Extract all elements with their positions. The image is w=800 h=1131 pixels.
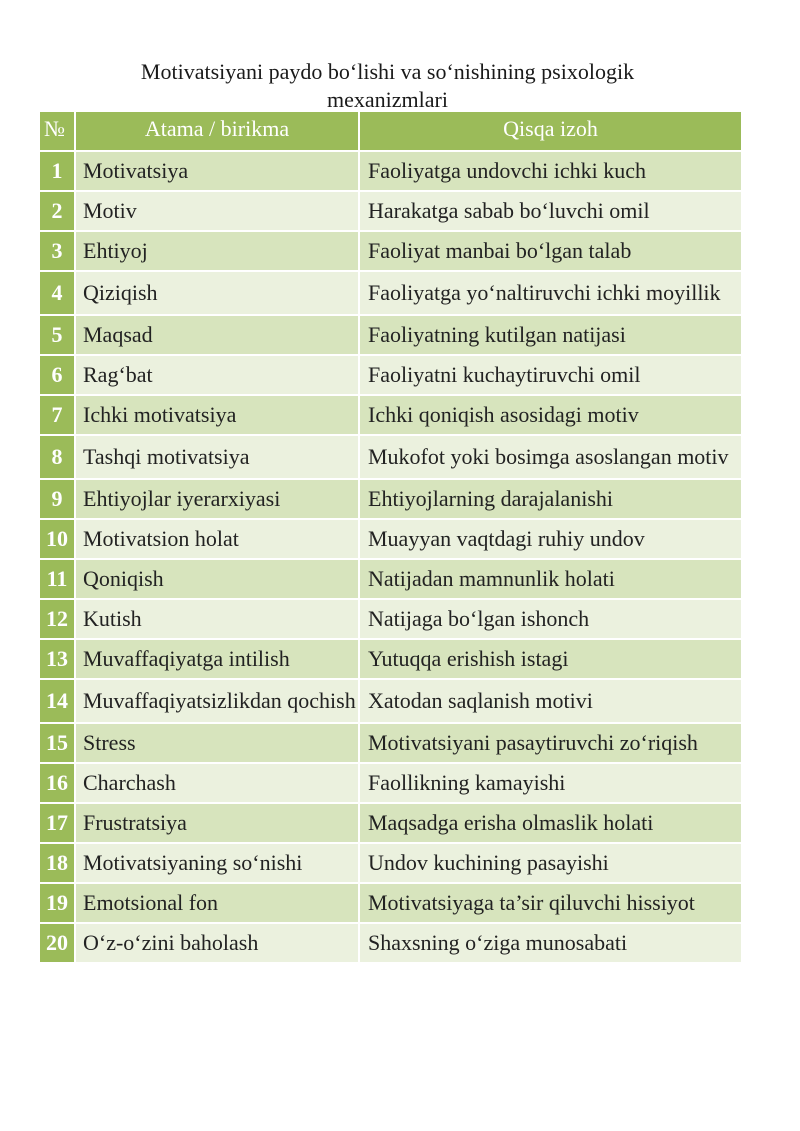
row-description: Motivatsiyani pasaytiruvchi zo‘riqish [360, 724, 743, 764]
row-term: Motivatsiya [76, 152, 360, 192]
row-description: Natijadan mamnunlik holati [360, 560, 743, 600]
row-number: 12 [40, 600, 76, 640]
row-description: Shaxsning o‘ziga munosabati [360, 924, 743, 964]
table-row [40, 724, 743, 764]
row-number: 1 [40, 152, 76, 192]
row-description: Harakatga sabab bo‘luvchi omil [360, 192, 743, 232]
table-row [40, 680, 743, 724]
row-term: Muvaffaqiyatga intilish [76, 640, 360, 680]
row-term: Muvaffaqiyatsizlikdan qochish [76, 680, 360, 724]
table-row [40, 844, 743, 884]
row-number: 16 [40, 764, 76, 804]
row-number: 6 [40, 356, 76, 396]
row-number: 18 [40, 844, 76, 884]
row-term: Motiv [76, 192, 360, 232]
row-description: Muayyan vaqtdagi ruhiy undov [360, 520, 743, 560]
table-row [40, 396, 743, 436]
table-row [40, 436, 743, 480]
row-number: 17 [40, 804, 76, 844]
row-number: 2 [40, 192, 76, 232]
table-header-row [40, 112, 743, 152]
row-description: Faoliyatga yo‘naltiruvchi ichki moyillik [360, 272, 743, 316]
row-description: Faoliyatning kutilgan natijasi [360, 316, 743, 356]
row-number: 9 [40, 480, 76, 520]
row-term: O‘z-o‘zini baholash [76, 924, 360, 964]
row-term: Motivatsiyaning so‘nishi [76, 844, 360, 884]
row-description: Yutuqqa erishish istagi [360, 640, 743, 680]
row-description: Xatodan saqlanish motivi [360, 680, 743, 724]
row-description: Faollikning kamayishi [360, 764, 743, 804]
row-term: Charchash [76, 764, 360, 804]
table-row [40, 884, 743, 924]
row-description: Faoliyat manbai bo‘lgan talab [360, 232, 743, 272]
row-description: Ichki qoniqish asosidagi motiv [360, 396, 743, 436]
row-description: Faoliyatga undovchi ichki kuch [360, 152, 743, 192]
table-row [40, 804, 743, 844]
table-row [40, 480, 743, 520]
row-term: Maqsad [76, 316, 360, 356]
row-term: Rag‘bat [76, 356, 360, 396]
header-description: Qisqa izoh [360, 112, 743, 152]
row-description: Faoliyatni kuchaytiruvchi omil [360, 356, 743, 396]
row-number: 20 [40, 924, 76, 964]
row-term: Motivatsion holat [76, 520, 360, 560]
row-number: 8 [40, 436, 76, 480]
row-number: 15 [40, 724, 76, 764]
header-number: № [40, 112, 76, 152]
table-row [40, 600, 743, 640]
row-description: Natijaga bo‘lgan ishonch [360, 600, 743, 640]
row-number: 19 [40, 884, 76, 924]
row-number: 3 [40, 232, 76, 272]
row-number: 7 [40, 396, 76, 436]
table-row [40, 356, 743, 396]
row-number: 4 [40, 272, 76, 316]
row-description: Mukofot yoki bosimga asoslangan motiv [360, 436, 743, 480]
row-number: 14 [40, 680, 76, 724]
terms-table [40, 112, 743, 964]
row-term: Frustratsiya [76, 804, 360, 844]
table-row [40, 924, 743, 964]
row-description: Undov kuchining pasayishi [360, 844, 743, 884]
row-number: 5 [40, 316, 76, 356]
table-row [40, 316, 743, 356]
row-term: Ehtiyojlar iyerarxiyasi [76, 480, 360, 520]
document-title: Motivatsiyani paydo bo‘lishi va so‘nishining psixologik mexanizmlari [140, 59, 635, 112]
table-row [40, 640, 743, 680]
header-term: Atama / birikma [76, 112, 360, 152]
row-term: Qiziqish [76, 272, 360, 316]
row-term: Ichki motivatsiya [76, 396, 360, 436]
table-row [40, 560, 743, 600]
row-term: Qoniqish [76, 560, 360, 600]
row-term: Emotsional fon [76, 884, 360, 924]
table-row [40, 272, 743, 316]
row-number: 11 [40, 560, 76, 600]
row-number: 10 [40, 520, 76, 560]
row-description: Motivatsiyaga ta’sir qiluvchi hissiyot [360, 884, 743, 924]
table-row [40, 232, 743, 272]
row-term: Ehtiyoj [76, 232, 360, 272]
table-row [40, 192, 743, 232]
table-row [40, 152, 743, 192]
row-term: Kutish [76, 600, 360, 640]
table-row [40, 520, 743, 560]
row-number: 13 [40, 640, 76, 680]
row-description: Maqsadga erisha olmaslik holati [360, 804, 743, 844]
table-row [40, 764, 743, 804]
row-term: Stress [76, 724, 360, 764]
row-term: Tashqi motivatsiya [76, 436, 360, 480]
row-description: Ehtiyojlarning darajalanishi [360, 480, 743, 520]
